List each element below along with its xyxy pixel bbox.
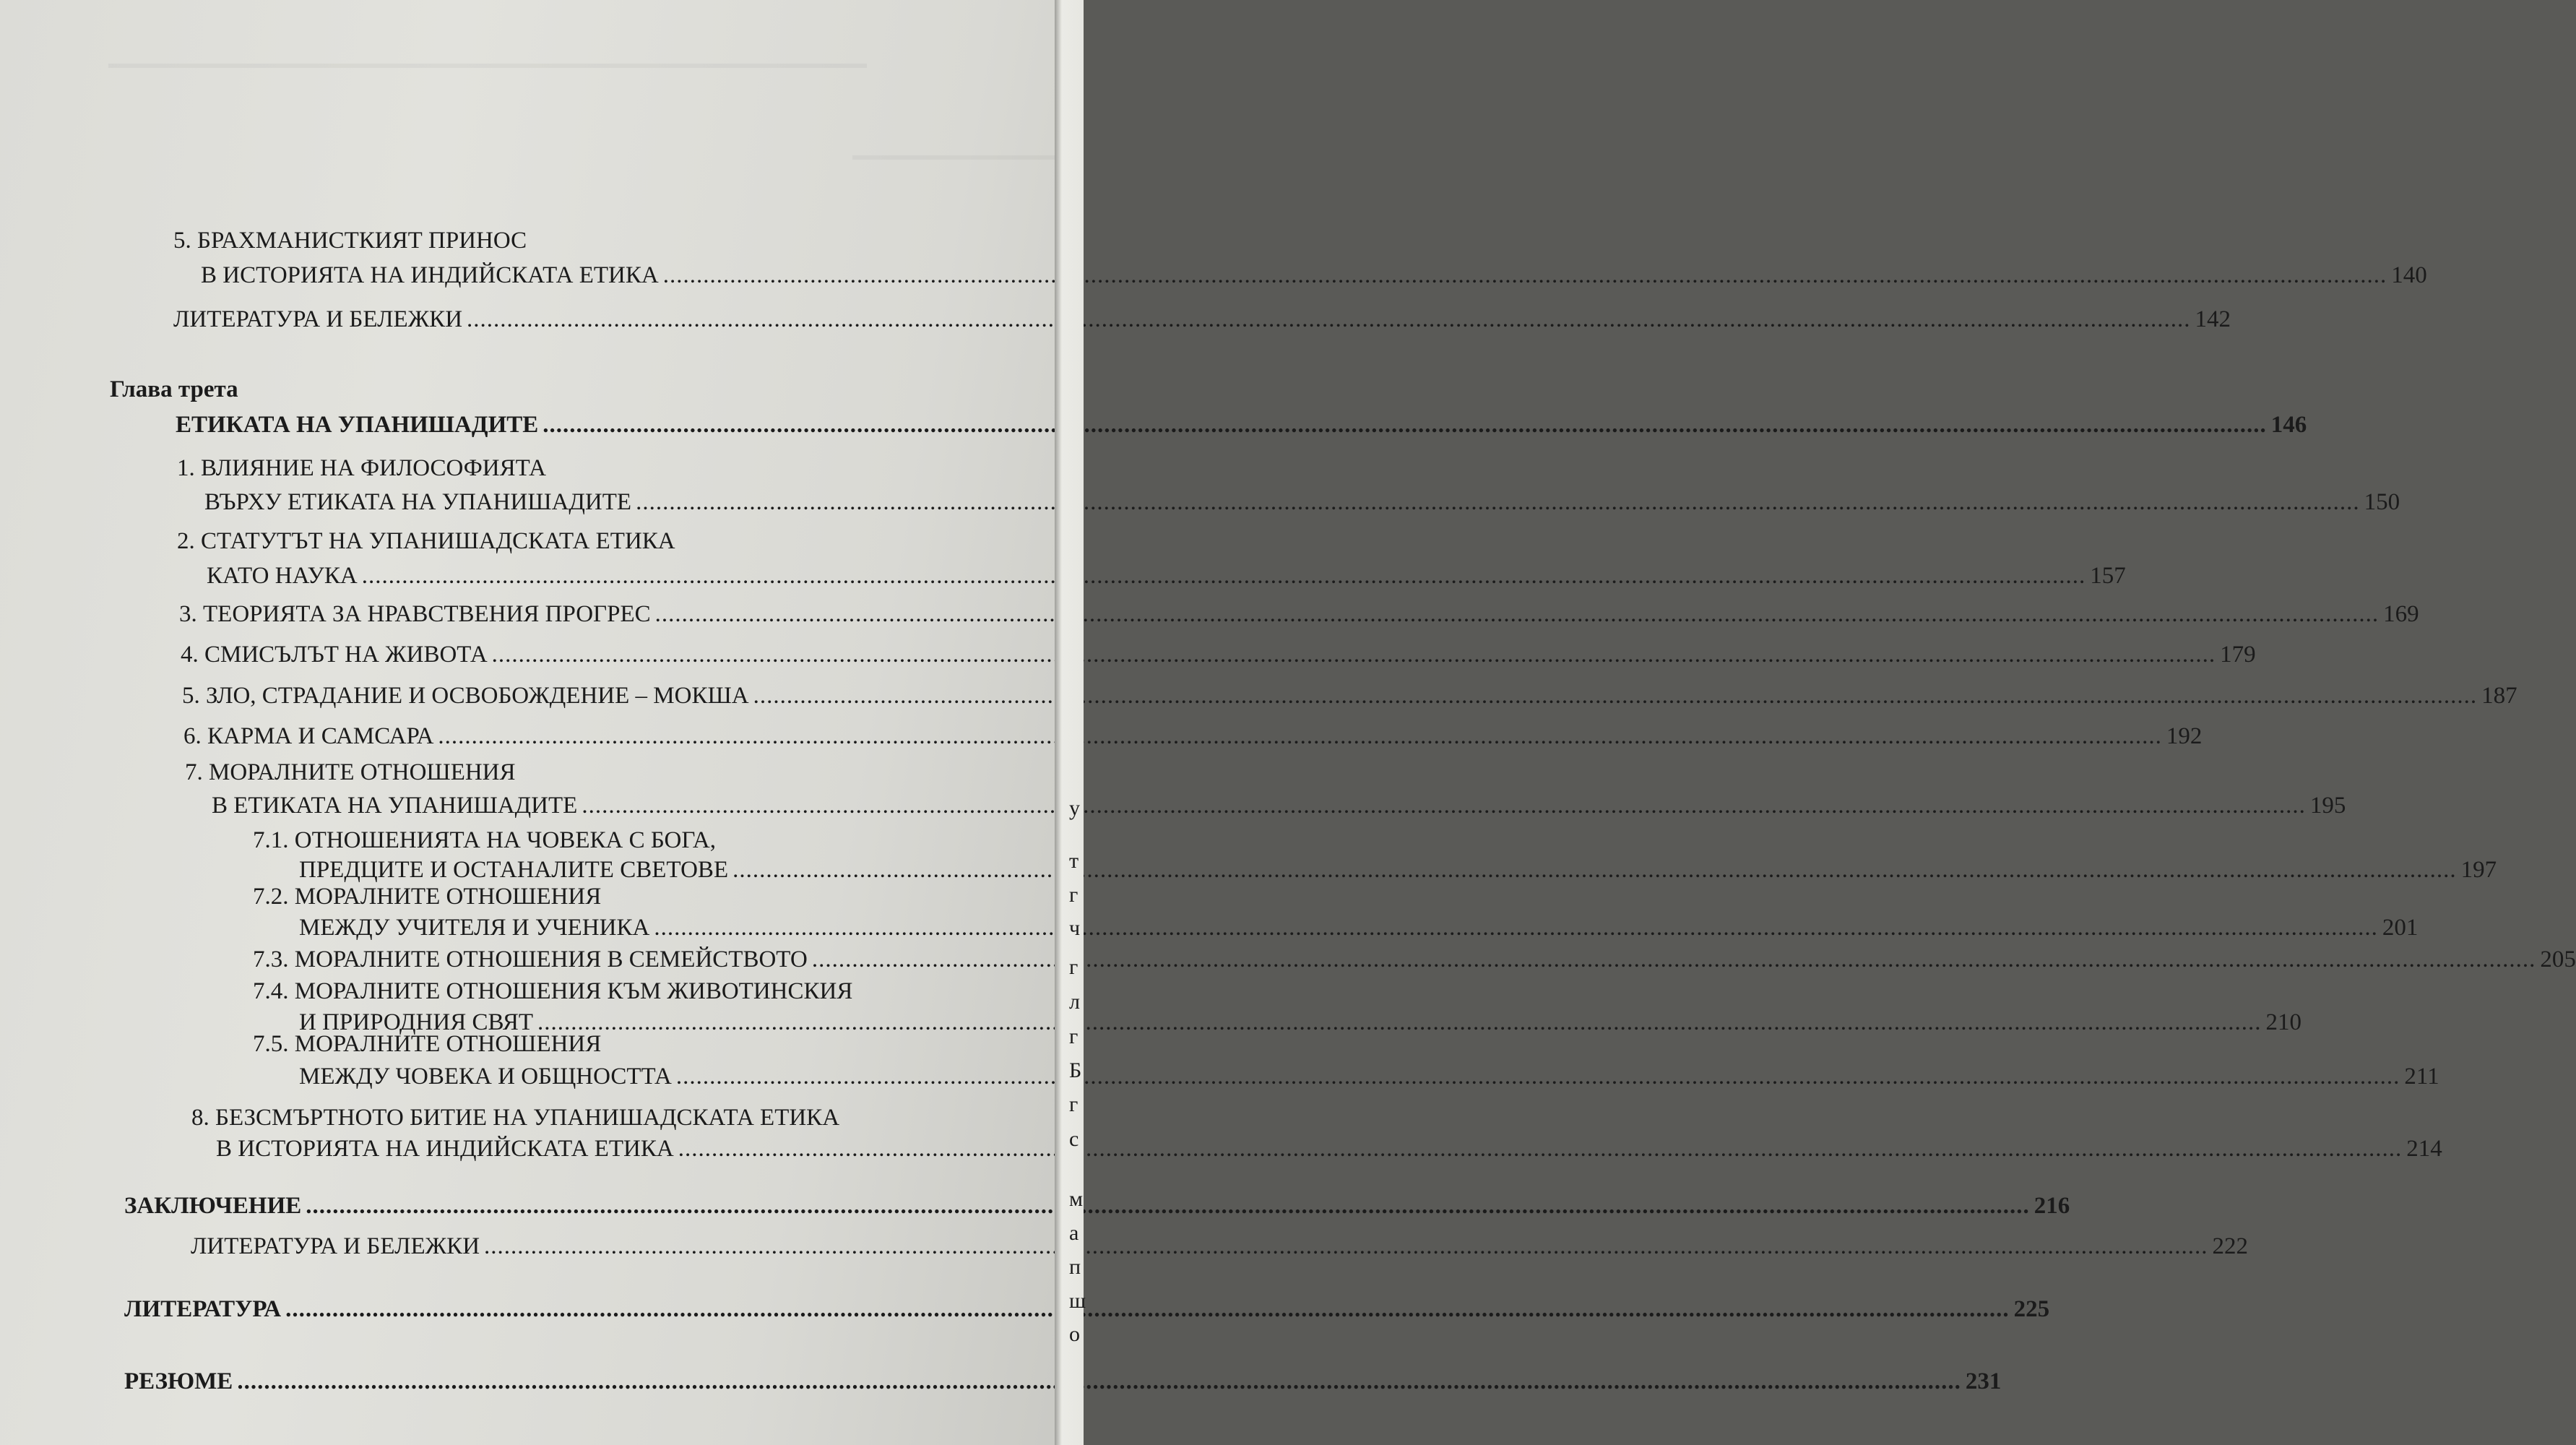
dot-leader <box>467 303 2191 335</box>
facing-page-letter: т <box>1069 849 1079 873</box>
toc-entry <box>124 1366 2002 1397</box>
facing-page-letter: г <box>1069 883 1079 907</box>
toc-entry <box>183 720 2203 752</box>
page-number: 210 <box>2265 1009 2302 1035</box>
toc-entry <box>299 1061 2439 1092</box>
dot-leader <box>237 1366 1961 1397</box>
page-number: 197 <box>2460 857 2497 883</box>
toc-entry-text: 4. СМИСЪЛЪТ НА ЖИВОТА <box>181 642 488 668</box>
toc-entry-text: 7. МОРАЛНИТЕ ОТНОШЕНИЯ <box>185 759 516 785</box>
page-number: 214 <box>2406 1136 2442 1162</box>
chapter-heading <box>176 409 2307 441</box>
page-number: 157 <box>2090 563 2126 589</box>
dot-leader <box>582 790 2306 821</box>
page-number: 195 <box>2309 793 2346 819</box>
toc-entry-text: 7.2. МОРАЛНИТЕ ОТНОШЕНИЯ <box>253 884 602 910</box>
toc-entry-text: 7.3. МОРАЛНИТЕ ОТНОШЕНИЯ В СЕМЕЙСТВОТО <box>253 946 808 972</box>
facing-page-letter: г <box>1069 955 1079 979</box>
toc-entry <box>201 259 2427 291</box>
dot-leader <box>663 259 2387 291</box>
toc-entry-text: В ИСТОРИЯТА НА ИНДИЙСКАТА ЕТИКА <box>216 1136 674 1162</box>
toc-entry-text: ВЪРХУ ЕТИКАТА НА УПАНИШАДИТЕ <box>204 489 632 515</box>
toc-entry <box>124 1190 2070 1222</box>
toc-entry-text: ЗАКЛЮЧЕНИЕ <box>124 1193 302 1219</box>
toc-entry <box>173 303 2231 335</box>
page-number: 187 <box>2481 683 2517 709</box>
facing-page-letter: г <box>1069 1025 1079 1048</box>
dot-leader <box>362 560 2086 592</box>
page-number: 169 <box>2383 601 2419 627</box>
dot-leader <box>306 1190 2030 1222</box>
page-number: 216 <box>2033 1193 2070 1219</box>
page-number: 146 <box>2270 412 2307 438</box>
dot-leader <box>655 598 2380 630</box>
toc-entry-text: ЛИТЕРАТУРА <box>124 1296 282 1322</box>
page-number: 192 <box>2166 723 2203 749</box>
page-number: 231 <box>1965 1368 2002 1394</box>
dot-leader <box>636 486 2360 518</box>
toc-entry <box>253 944 2576 975</box>
toc-entry <box>216 1133 2442 1165</box>
toc-entry-text: 7.1. ОТНОШЕНИЯТА НА ЧОВЕКА С БОГА, <box>253 827 716 853</box>
page-number: 142 <box>2195 306 2231 332</box>
facing-page-letter: ч <box>1069 916 1081 940</box>
facing-page-letter: с <box>1069 1127 1079 1151</box>
facing-page-letter: п <box>1069 1255 1081 1279</box>
dot-leader <box>543 409 2267 441</box>
toc-entry <box>207 560 2126 592</box>
toc-entry <box>299 912 2419 944</box>
toc-entry-text: МЕЖДУ УЧИТЕЛЯ И УЧЕНИКА <box>299 915 650 941</box>
toc-entry <box>181 639 2256 670</box>
dot-leader <box>654 912 2378 944</box>
toc-entry-text: 8. БЕЗСМЪРТНОТО БИТИЕ НА УПАНИШАДСКАТА ЕТИКА <box>191 1105 840 1131</box>
facing-page-letter: у <box>1069 796 1080 820</box>
toc-entry-text: 5. ЗЛО, СТРАДАНИЕ И ОСВОБОЖДЕНИЕ – МОКША <box>182 683 749 709</box>
toc-entry <box>212 790 2346 821</box>
facing-page-letter: ш <box>1069 1289 1086 1313</box>
toc-entry-text: 3. ТЕОРИЯТА ЗА НРАВСТВЕНИЯ ПРОГРЕС <box>179 601 651 627</box>
page-number: 205 <box>2540 946 2576 972</box>
toc-entry-text: РЕЗЮМЕ <box>124 1368 233 1394</box>
toc-entry-text: В ИСТОРИЯТА НА ИНДИЙСКАТА ЕТИКА <box>201 262 659 288</box>
dot-leader <box>753 680 2478 712</box>
dot-leader <box>285 1293 2010 1325</box>
toc-entry-text: 7.5. МОРАЛНИТЕ ОТНОШЕНИЯ <box>253 1031 602 1057</box>
toc-entry-text: 1. ВЛИЯНИЕ НА ФИЛОСОФИЯТА <box>177 455 546 481</box>
toc-entry-text: 2. СТАТУТЪТ НА УПАНИШАДСКАТА ЕТИКА <box>177 528 675 554</box>
toc-entry <box>182 680 2517 712</box>
toc-entry-text: ЛИТЕРАТУРА И БЕЛЕЖКИ <box>191 1233 480 1259</box>
page-number: 201 <box>2382 915 2419 941</box>
dot-leader <box>492 639 2216 670</box>
dot-leader <box>732 854 2457 886</box>
toc-entry <box>179 598 2419 630</box>
page-number: 225 <box>2013 1296 2050 1322</box>
show-through-line <box>852 155 1069 160</box>
page-number: 222 <box>2212 1233 2249 1259</box>
page-number: 150 <box>2364 489 2400 515</box>
facing-page-letter: а <box>1069 1221 1079 1245</box>
toc-entry-text: 6. КАРМА И САМСАРА <box>183 723 434 749</box>
dot-leader <box>484 1230 2208 1262</box>
chapter-label: Глава трета <box>110 376 238 402</box>
facing-page-letter: г <box>1069 1092 1079 1116</box>
toc-entry-text: В ЕТИКАТА НА УПАНИШАДИТЕ <box>212 793 578 819</box>
toc-entry-text: МЕЖДУ ЧОВЕКА И ОБЩНОСТТА <box>299 1064 672 1090</box>
toc-entry <box>124 1293 2050 1325</box>
facing-page-letter: Б <box>1069 1058 1082 1082</box>
dot-leader <box>537 1006 2262 1038</box>
toc-entry <box>191 1230 2249 1262</box>
toc-entry-text: И ПРИРОДНИЯ СВЯТ <box>299 1009 534 1035</box>
facing-page-letter: л <box>1069 990 1080 1014</box>
page-number: 179 <box>2220 642 2256 668</box>
dot-leader <box>678 1133 2403 1165</box>
chapter-title: ЕТИКАТА НА УПАНИШАДИТЕ <box>176 412 539 438</box>
toc-entry-text: ПРЕДЦИТЕ И ОСТАНАЛИТЕ СВЕТОВЕ <box>299 857 729 883</box>
facing-page-letter: м <box>1069 1187 1083 1211</box>
dot-leader <box>676 1061 2400 1092</box>
toc-entry-text: 5. БРАХМАНИСТКИЯТ ПРИНОС <box>173 228 527 254</box>
page-number: 211 <box>2404 1064 2439 1090</box>
dot-leader <box>438 720 2162 752</box>
toc-entry-text: КАТО НАУКА <box>207 563 358 589</box>
facing-page-letter: о <box>1069 1322 1080 1346</box>
toc-entry <box>204 486 2400 518</box>
show-through-line <box>108 64 867 68</box>
toc-entry-text: 7.4. МОРАЛНИТЕ ОТНОШЕНИЯ КЪМ ЖИВОТИНСКИЯ <box>253 978 853 1004</box>
page-number: 140 <box>2391 262 2427 288</box>
toc-entry-text: ЛИТЕРАТУРА И БЕЛЕЖКИ <box>173 306 463 332</box>
